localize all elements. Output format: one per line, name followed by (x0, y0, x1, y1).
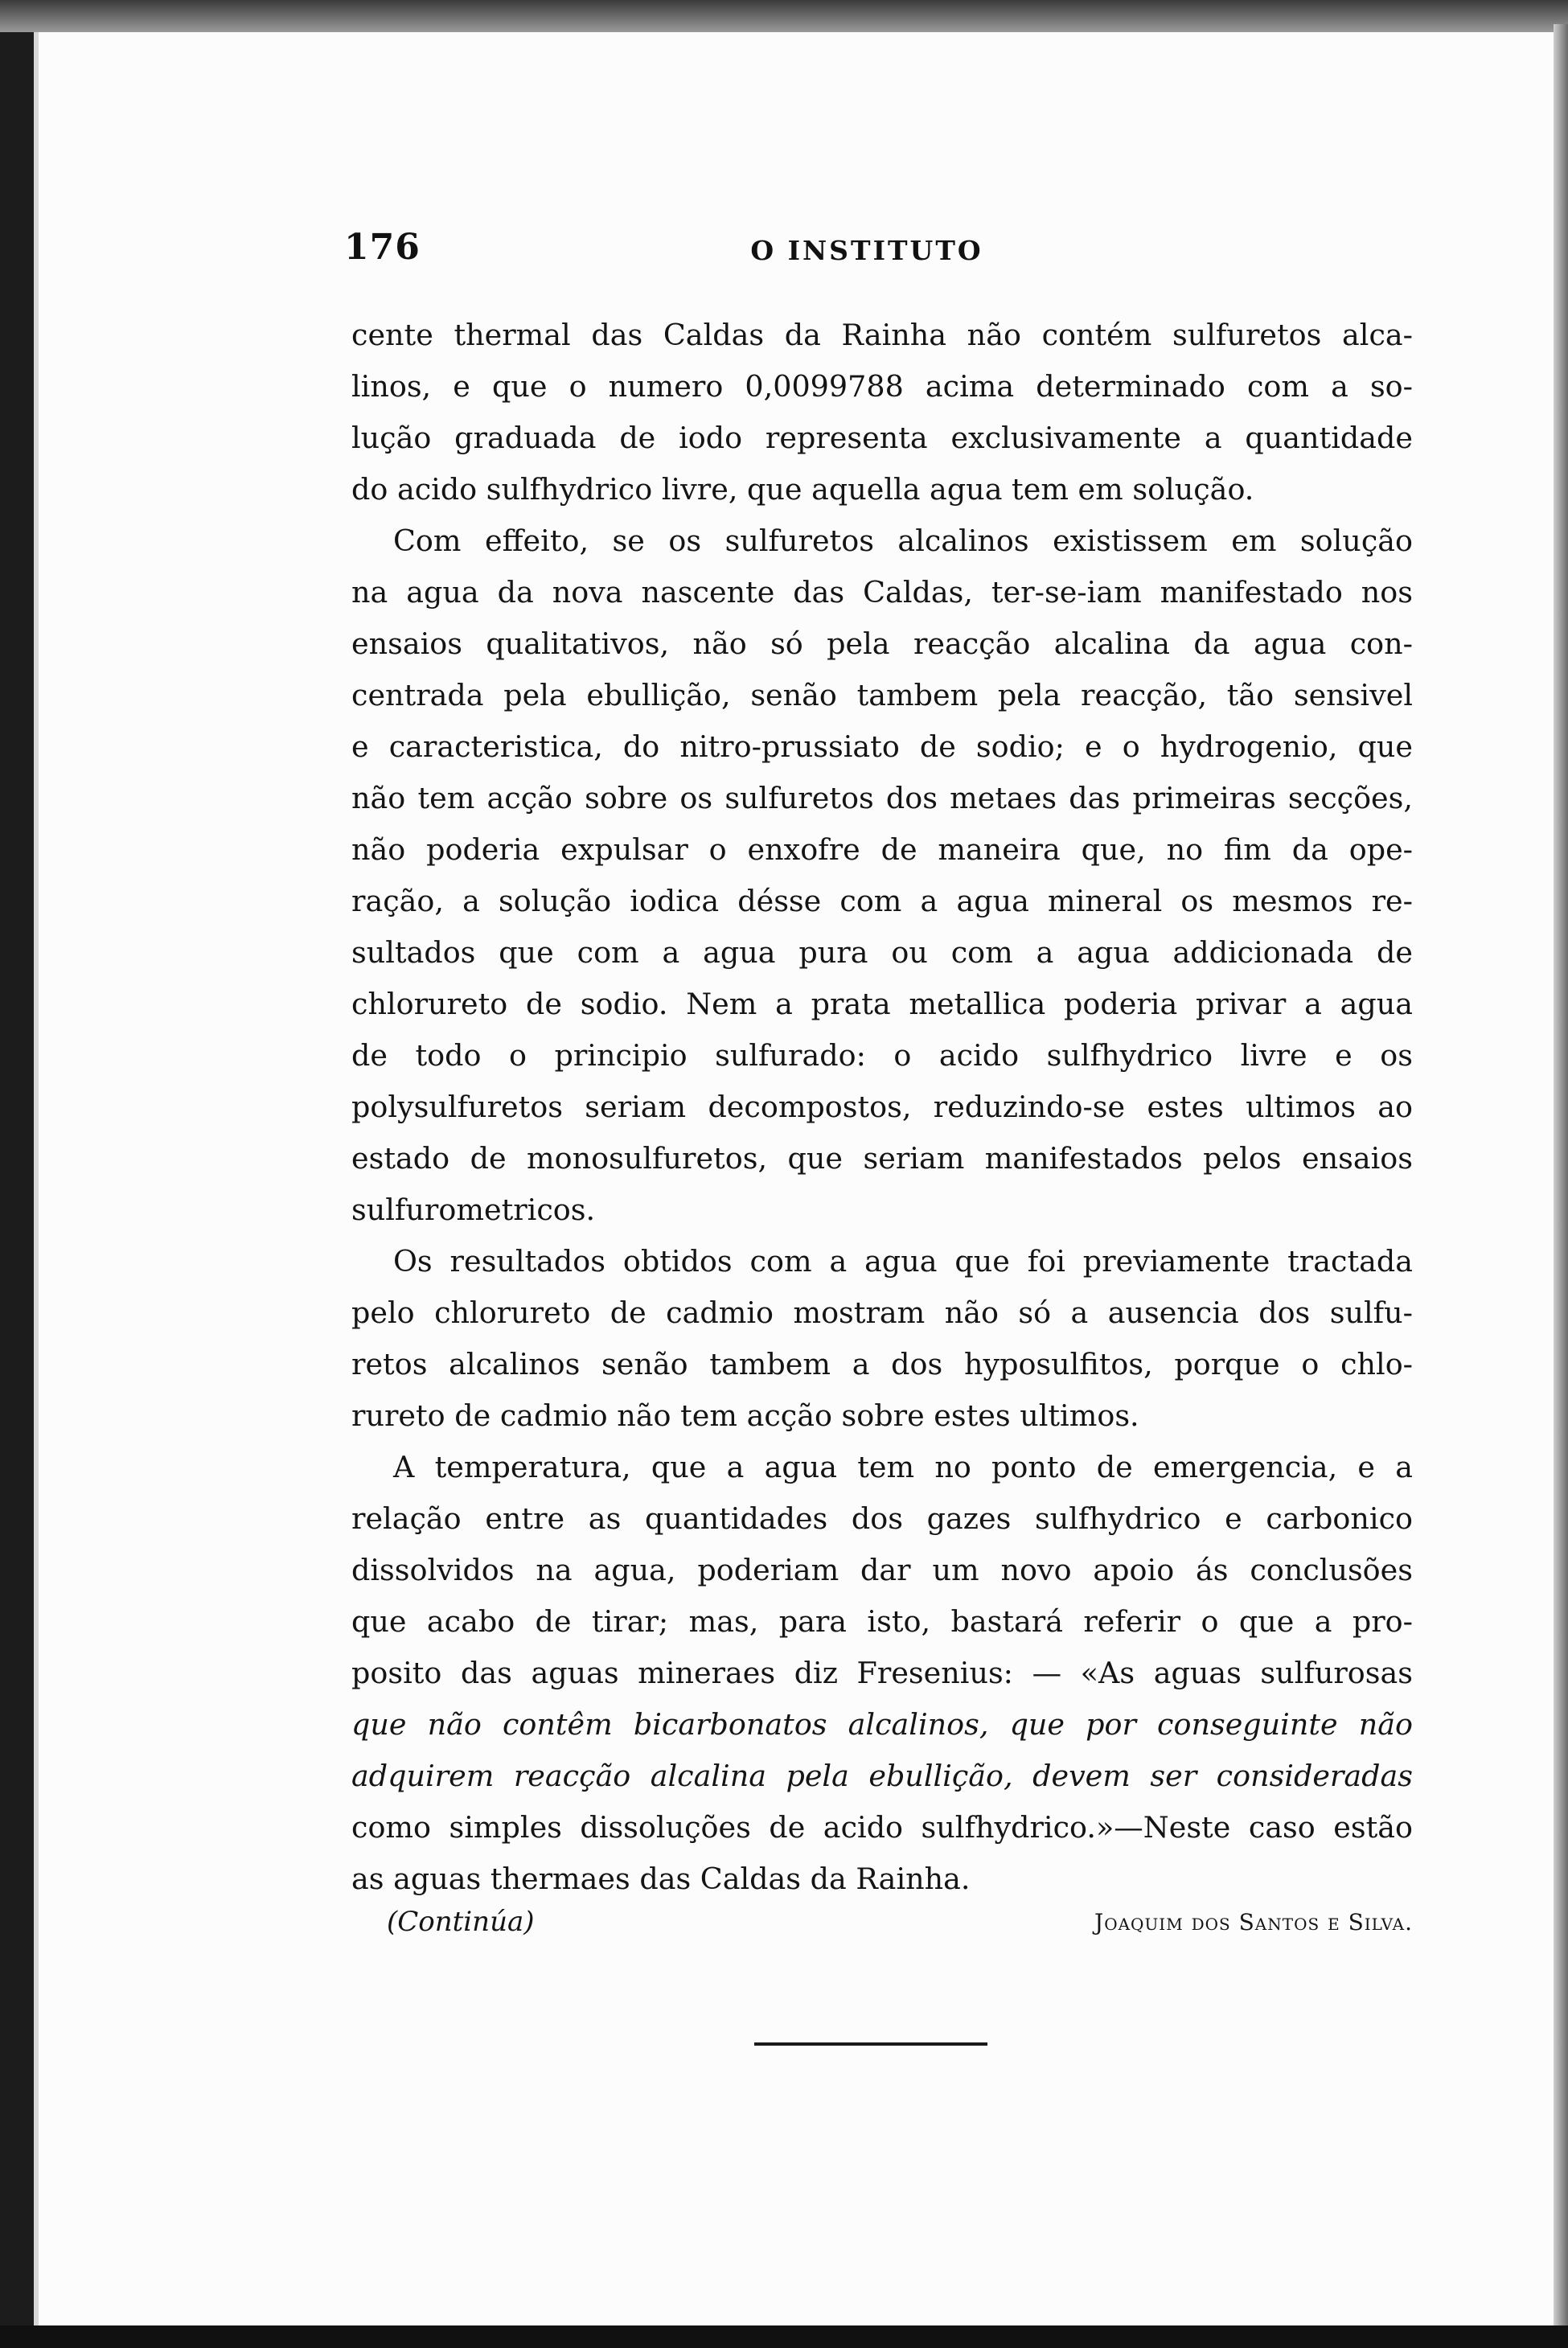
text-line: pelo chlorureto de cadmio mostram não só a ausencia dos sulfu- (351, 1295, 1413, 1330)
text-line: sulfurometricos. (351, 1192, 596, 1227)
text-line: polysulfuretos seriam decompostos, reduzindo-se estes ultimos ao (351, 1090, 1413, 1124)
text-line: ensaios qualitativos, não só pela reacção alcalina da agua con- (351, 626, 1413, 661)
article-footer (351, 1906, 1413, 1954)
page-number: 176 (344, 227, 421, 268)
section-divider (754, 2042, 987, 2046)
text-line: e caracteristica, do nitro-prussiato de sodio; e o hydrogenio, que (351, 729, 1413, 764)
text-line: cente thermal das Caldas da Rainha não contém sulfuretos alca- (351, 318, 1413, 352)
text-line: chlorureto de sodio. Nem a prata metallica poderia privar a agua (351, 987, 1413, 1021)
author-signature: Joaquim dos Santos e Silva. (1094, 1909, 1413, 1935)
text-line: Os resultados obtidos com a agua que foi previamente tractada (393, 1244, 1413, 1279)
text-line: do acido sulfhydrico livre, que aquella agua tem em solução. (351, 472, 1254, 507)
text-line: adquirem reacção alcalina pela ebullição, devem ser consideradas (351, 1759, 1413, 1793)
text-line: linos, e que o numero 0,0099788 acima determinado com a so- (351, 369, 1413, 404)
text-line: relação entre as quantidades dos gazes sulfhydrico e carbonico (351, 1501, 1413, 1536)
text-line: sultados que com a agua pura ou com a agua addicionada de (351, 935, 1413, 970)
text-line: lução graduada de iodo representa exclusivamente a quantidade (351, 421, 1413, 455)
text-line: não tem acção sobre os sulfuretos dos metaes das primeiras secções, (351, 781, 1413, 815)
continua-note: (Continúa) (387, 1906, 535, 1938)
text-line: rureto de cadmio não tem acção sobre estes ultimos. (351, 1398, 1139, 1433)
text-line: dissolvidos na agua, poderiam dar um novo apoio ás conclusões (351, 1553, 1413, 1587)
text-line: retos alcalinos senão tambem a dos hyposulfitos, porque o chlo- (351, 1347, 1413, 1381)
text-line: de todo o principio sulfurado: o acido sulfhydrico livre e os (351, 1038, 1413, 1073)
text-line: ração, a solução iodica désse com a agua mineral os mesmos re- (351, 884, 1413, 918)
text-line: na agua da nova nascente das Caldas, ter-se-iam manifestado nos (351, 575, 1413, 610)
page-top-edge (0, 0, 1568, 32)
text-line: não poderia expulsar o enxofre de maneira que, no fim da ope- (351, 832, 1413, 867)
page-bottom-edge (0, 2325, 1568, 2348)
text-line: centrada pela ebullição, senão tambem pela reacção, tão sensivel (351, 678, 1413, 712)
text-line: que não contêm bicarbonatos alcalinos, que por conseguinte não (351, 1707, 1413, 1742)
journal-title: O INSTITUTO (750, 235, 983, 266)
text-line: as aguas thermaes das Caldas da Rainha. (351, 1862, 971, 1896)
text-line: Com effeito, se os sulfuretos alcalinos existissem em solução (393, 523, 1413, 558)
running-head (344, 227, 1406, 275)
text-line: A temperatura, que a agua tem no ponto de emergencia, e a (393, 1450, 1413, 1484)
page-right-edge (1554, 24, 1568, 2340)
article-body (351, 310, 1413, 1905)
text-line: como simples dissoluções de acido sulfhydrico.»—Neste caso estão (351, 1810, 1413, 1845)
text-line: posito das aguas mineraes diz Fresenius: — «As aguas sulfurosas (351, 1656, 1413, 1690)
text-line: estado de monosulfuretos, que seriam manifestados pelos ensaios (351, 1141, 1413, 1176)
text-line: que acabo de tirar; mas, para isto, bastará referir o que a pro- (351, 1604, 1413, 1639)
